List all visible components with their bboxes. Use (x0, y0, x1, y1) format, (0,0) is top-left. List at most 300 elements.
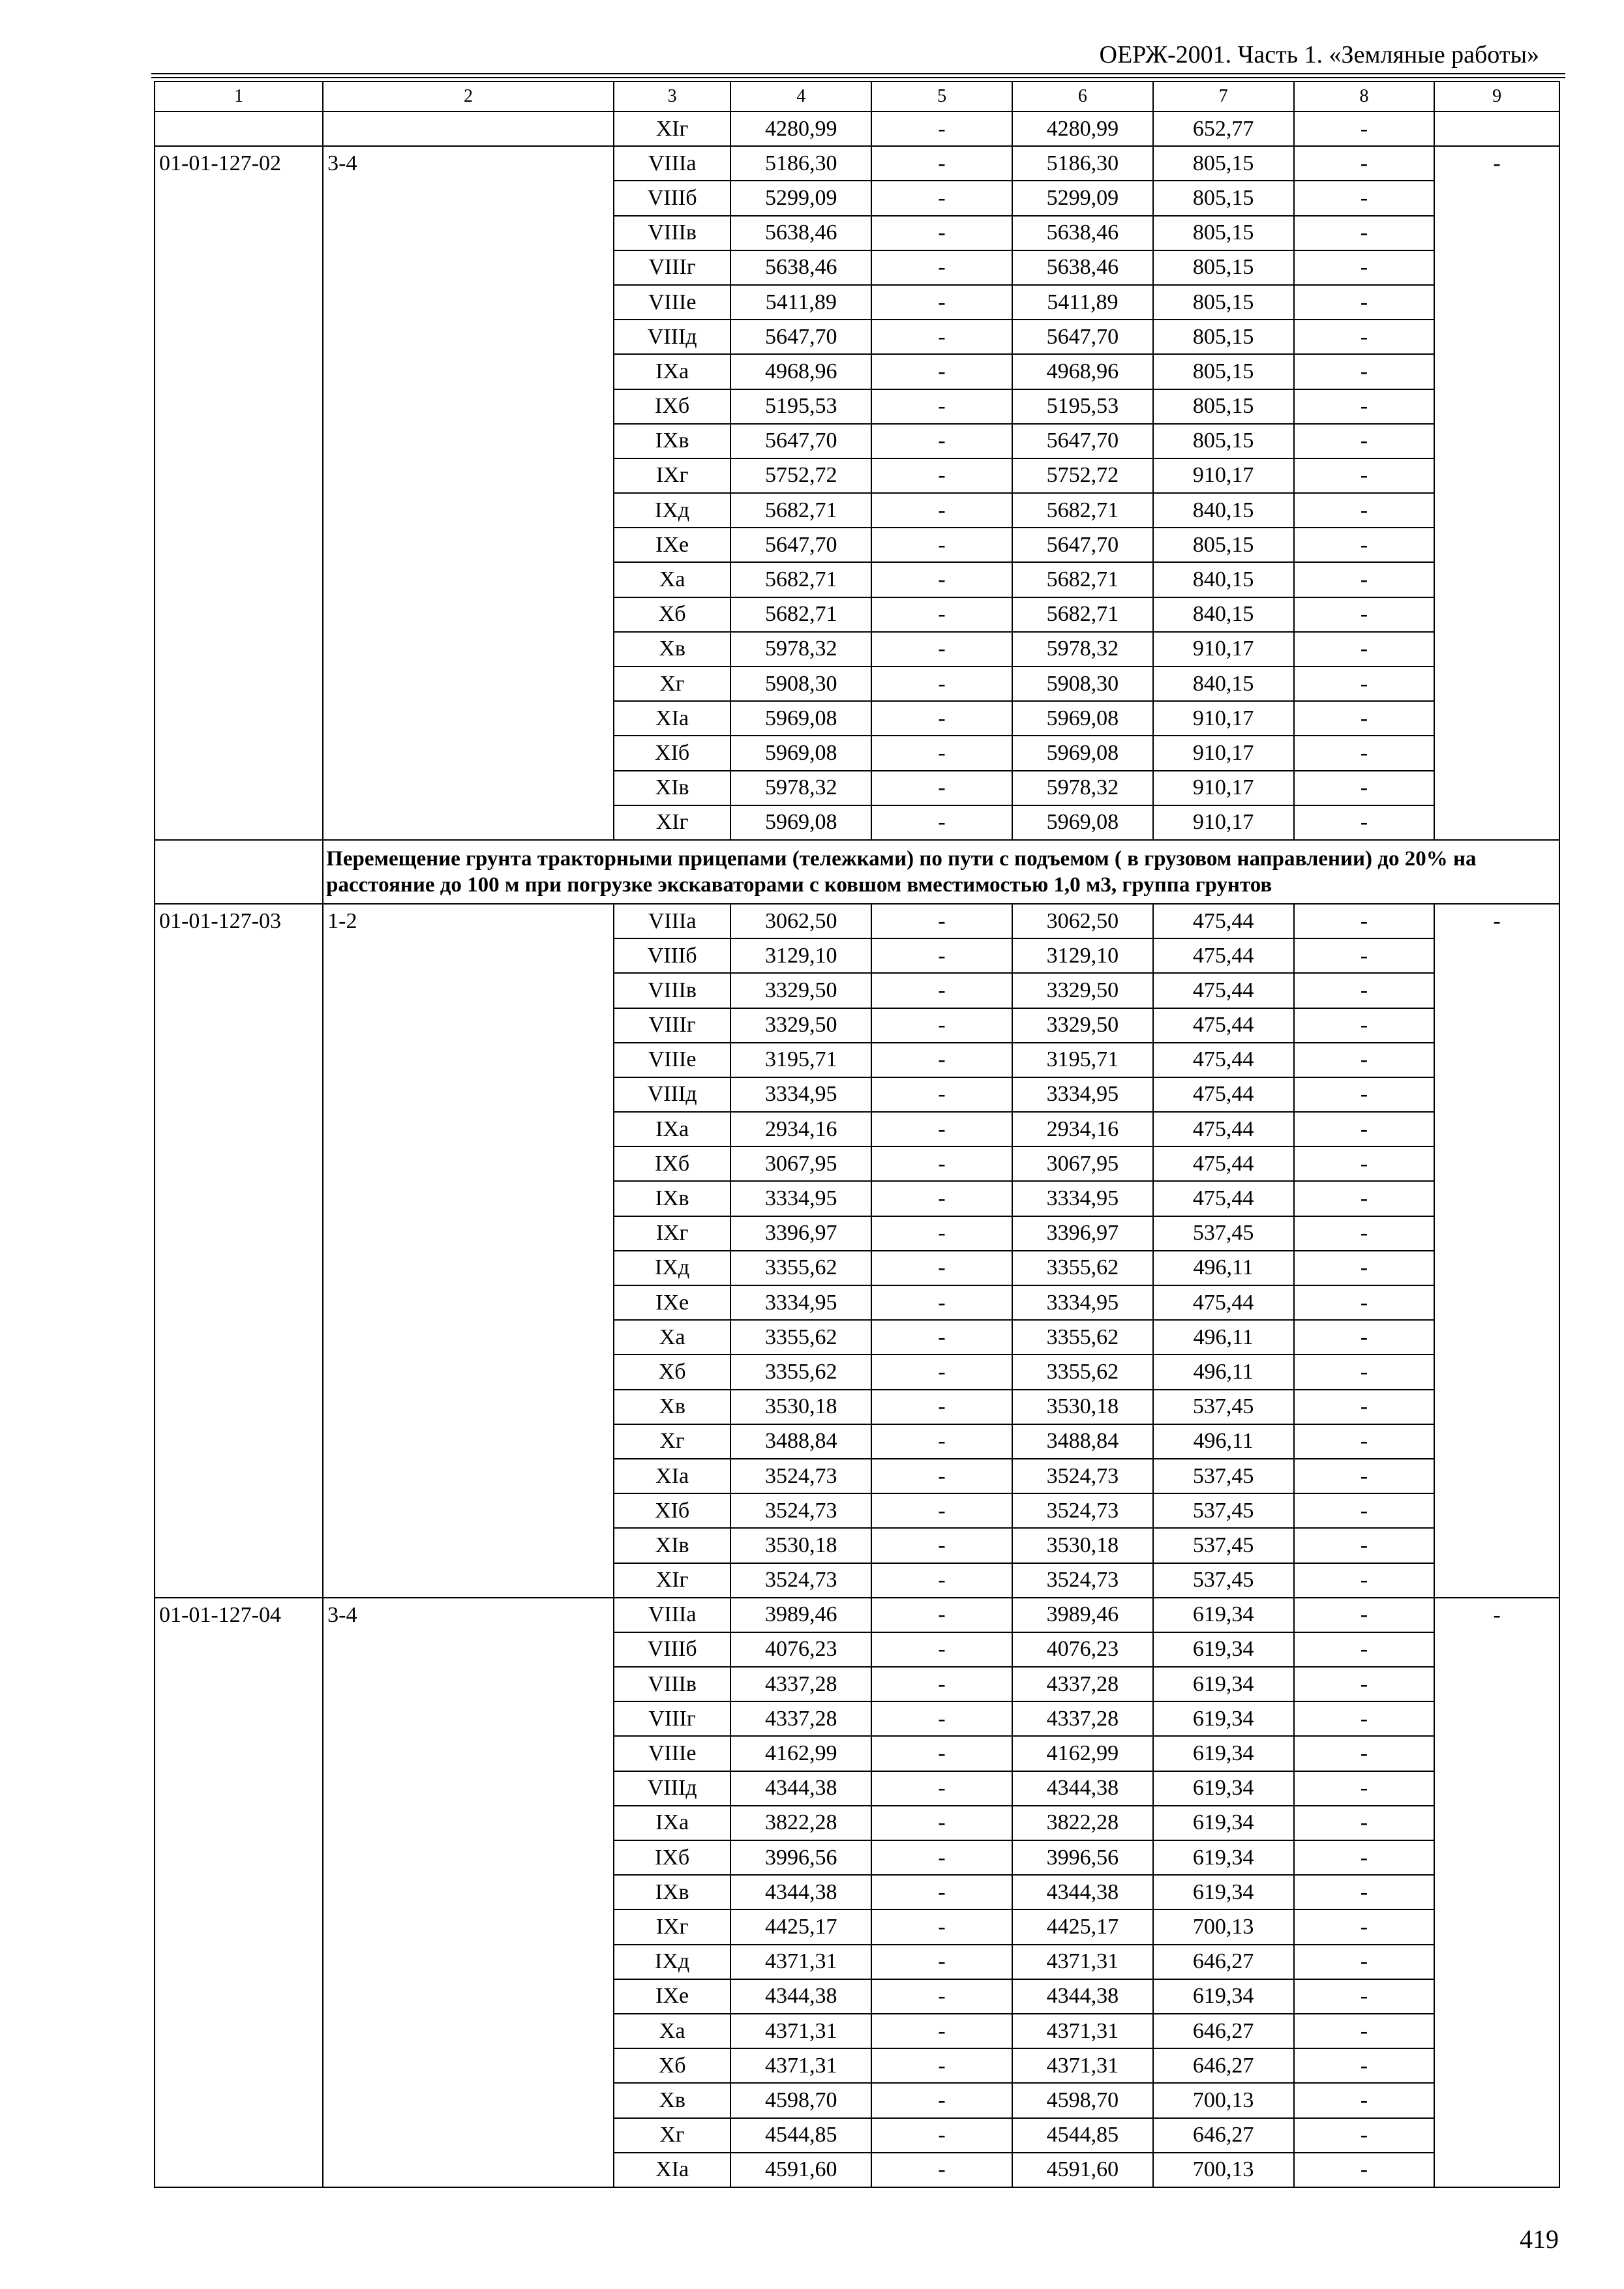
code-cell (155, 1251, 323, 1285)
wage-cell: - (871, 1701, 1012, 1736)
soil-group-cell (323, 632, 614, 666)
code-cell (155, 1181, 323, 1216)
code-cell (155, 562, 323, 597)
extra-cell (1434, 1146, 1559, 1181)
soil-group-cell (323, 493, 614, 528)
soil-group-cell: 1-2 (323, 904, 614, 938)
wage-cell: - (871, 250, 1012, 285)
soil-group-cell (323, 1216, 614, 1251)
extra-cell (1434, 1008, 1559, 1043)
class-cell: VIIIе (614, 1043, 731, 1077)
operator-wage-cell: 700,13 (1153, 2083, 1294, 2117)
table-row (155, 701, 1559, 736)
machine-cost-cell: 4425,17 (1012, 1909, 1153, 1944)
class-cell: VIIIа (614, 146, 731, 181)
total-cost-cell: 5186,30 (730, 146, 871, 181)
operator-wage-cell: 619,34 (1153, 1598, 1294, 1632)
table-row (155, 562, 1559, 597)
operator-wage-cell: 475,44 (1153, 1285, 1294, 1320)
class-cell: Xв (614, 632, 731, 666)
materials-cell: - (1294, 2014, 1435, 2048)
operator-wage-cell: 537,45 (1153, 1493, 1294, 1528)
operator-wage-cell: 910,17 (1153, 771, 1294, 805)
extra-cell (1434, 938, 1559, 973)
operator-wage-cell: 496,11 (1153, 1251, 1294, 1285)
machine-cost-cell: 4598,70 (1012, 2083, 1153, 2117)
wage-cell: - (871, 2014, 1012, 2048)
total-cost-cell: 5638,46 (730, 216, 871, 250)
wage-cell: - (871, 2048, 1012, 2083)
materials-cell: - (1294, 938, 1435, 973)
class-cell: VIIIд (614, 1771, 731, 1806)
table-row (155, 458, 1559, 493)
total-cost-cell: 4162,99 (730, 1736, 871, 1771)
wage-cell: - (871, 1598, 1012, 1632)
table-row (155, 250, 1559, 285)
soil-group-cell (323, 666, 614, 701)
operator-wage-cell: 700,13 (1153, 1909, 1294, 1944)
extra-cell (1434, 1806, 1559, 1840)
materials-cell: - (1294, 1806, 1435, 1840)
materials-cell: - (1294, 1736, 1435, 1771)
soil-group-cell (323, 973, 614, 1008)
class-cell: Xг (614, 2118, 731, 2153)
total-cost-cell: 4076,23 (730, 1632, 871, 1667)
soil-group-cell (323, 1146, 614, 1181)
soil-group-cell (323, 1528, 614, 1563)
table-row (155, 1875, 1559, 1909)
materials-cell: - (1294, 562, 1435, 597)
wage-cell: - (871, 354, 1012, 389)
wage-cell: - (871, 1667, 1012, 1701)
price-table (154, 81, 1560, 2188)
table-row (155, 1390, 1559, 1424)
code-cell (155, 1667, 323, 1701)
table-row (155, 666, 1559, 701)
class-cell: IXб (614, 1146, 731, 1181)
machine-cost-cell: 5969,08 (1012, 701, 1153, 736)
soil-group-cell (323, 1945, 614, 1979)
materials-cell: - (1294, 666, 1435, 701)
table-row (155, 1736, 1559, 1771)
materials-cell: - (1294, 1390, 1435, 1424)
operator-wage-cell: 805,15 (1153, 285, 1294, 320)
machine-cost-cell: 3355,62 (1012, 1354, 1153, 1389)
materials-cell: - (1294, 389, 1435, 424)
total-cost-cell: 5978,32 (730, 771, 871, 805)
materials-cell: - (1294, 1528, 1435, 1563)
materials-cell: - (1294, 424, 1435, 458)
total-cost-cell: 4371,31 (730, 1945, 871, 1979)
column-number: 6 (1012, 82, 1153, 112)
operator-wage-cell: 840,15 (1153, 562, 1294, 597)
wage-cell: - (871, 938, 1012, 973)
total-cost-cell: 3129,10 (730, 938, 871, 973)
operator-wage-cell: 700,13 (1153, 2153, 1294, 2187)
total-cost-cell: 5969,08 (730, 736, 871, 770)
soil-group-cell (323, 1390, 614, 1424)
class-cell: VIIIг (614, 1701, 731, 1736)
materials-cell: - (1294, 112, 1435, 146)
wage-cell: - (871, 597, 1012, 632)
extra-cell (1434, 1251, 1559, 1285)
materials-cell: - (1294, 701, 1435, 736)
code-cell (155, 1424, 323, 1459)
soil-group-cell (323, 1667, 614, 1701)
operator-wage-cell: 805,15 (1153, 181, 1294, 215)
wage-cell: - (871, 1216, 1012, 1251)
operator-wage-cell: 475,44 (1153, 1146, 1294, 1181)
operator-wage-cell: 475,44 (1153, 1077, 1294, 1112)
column-number-row (155, 82, 1559, 112)
code-cell (155, 1216, 323, 1251)
operator-wage-cell: 805,15 (1153, 216, 1294, 250)
table-row (155, 320, 1559, 354)
code-cell (155, 597, 323, 632)
class-cell: Xа (614, 2014, 731, 2048)
code-cell (155, 1736, 323, 1771)
materials-cell: - (1294, 1632, 1435, 1667)
extra-cell (1434, 112, 1559, 146)
total-cost-cell: 3524,73 (730, 1563, 871, 1598)
table-row (155, 1632, 1559, 1667)
column-number: 3 (614, 82, 731, 112)
code-cell: 01-01-127-03 (155, 904, 323, 938)
table-row (155, 904, 1559, 938)
machine-cost-cell: 3355,62 (1012, 1320, 1153, 1354)
total-cost-cell: 4968,96 (730, 354, 871, 389)
total-cost-cell: 3329,50 (730, 1008, 871, 1043)
table-row (155, 146, 1559, 181)
code-cell (155, 320, 323, 354)
table-row (155, 424, 1559, 458)
materials-cell: - (1294, 1945, 1435, 1979)
materials-cell: - (1294, 1285, 1435, 1320)
soil-group-cell (323, 354, 614, 389)
extra-cell (1434, 597, 1559, 632)
total-cost-cell: 3996,56 (730, 1840, 871, 1875)
materials-cell: - (1294, 1598, 1435, 1632)
total-cost-cell: 4344,38 (730, 1875, 871, 1909)
wage-cell: - (871, 736, 1012, 770)
soil-group-cell (323, 112, 614, 146)
operator-wage-cell: 805,15 (1153, 389, 1294, 424)
soil-group-cell (323, 1771, 614, 1806)
wage-cell: - (871, 1181, 1012, 1216)
class-cell: IXв (614, 424, 731, 458)
total-cost-cell: 5969,08 (730, 805, 871, 840)
code-cell (155, 2153, 323, 2187)
class-cell: IXа (614, 1806, 731, 1840)
extra-cell (1434, 1736, 1559, 1771)
code-cell (155, 771, 323, 805)
soil-group-cell (323, 1979, 614, 2014)
extra-cell (1434, 1528, 1559, 1563)
table-row (155, 1216, 1559, 1251)
code-cell (155, 285, 323, 320)
extra-cell (1434, 1077, 1559, 1112)
soil-group-cell (323, 2048, 614, 2083)
extra-cell (1434, 1320, 1559, 1354)
code-cell (155, 1390, 323, 1424)
table-row (155, 2153, 1559, 2187)
wage-cell: - (871, 1736, 1012, 1771)
total-cost-cell: 3062,50 (730, 904, 871, 938)
soil-group-cell (323, 736, 614, 770)
materials-cell: - (1294, 285, 1435, 320)
total-cost-cell: 3524,73 (730, 1493, 871, 1528)
wage-cell: - (871, 2153, 1012, 2187)
table-row (155, 973, 1559, 1008)
code-cell (155, 424, 323, 458)
code-cell (155, 1840, 323, 1875)
materials-cell: - (1294, 1667, 1435, 1701)
wage-cell: - (871, 458, 1012, 493)
class-cell: IXб (614, 389, 731, 424)
table-row (155, 112, 1559, 146)
soil-group-cell (323, 1320, 614, 1354)
total-cost-cell: 5647,70 (730, 320, 871, 354)
total-cost-cell: 5647,70 (730, 424, 871, 458)
extra-cell (1434, 1771, 1559, 1806)
code-cell (155, 2083, 323, 2117)
operator-wage-cell: 475,44 (1153, 1112, 1294, 1146)
operator-wage-cell: 475,44 (1153, 1008, 1294, 1043)
class-cell: VIIIа (614, 904, 731, 938)
total-cost-cell: 3530,18 (730, 1390, 871, 1424)
materials-cell: - (1294, 1043, 1435, 1077)
soil-group-cell (323, 181, 614, 215)
wage-cell: - (871, 2118, 1012, 2153)
extra-cell (1434, 250, 1559, 285)
machine-cost-cell: 5682,71 (1012, 493, 1153, 528)
operator-wage-cell: 619,34 (1153, 1736, 1294, 1771)
soil-group-cell (323, 771, 614, 805)
extra-cell (1434, 1181, 1559, 1216)
soil-group-cell (323, 528, 614, 562)
code-cell (155, 1875, 323, 1909)
class-cell: Xв (614, 1390, 731, 1424)
wage-cell: - (871, 701, 1012, 736)
table-row (155, 1354, 1559, 1389)
code-cell (155, 250, 323, 285)
extra-cell (1434, 1390, 1559, 1424)
wage-cell: - (871, 493, 1012, 528)
materials-cell: - (1294, 250, 1435, 285)
class-cell: VIIIв (614, 973, 731, 1008)
table-row (155, 1043, 1559, 1077)
table-row (155, 1424, 1559, 1459)
operator-wage-cell: 619,34 (1153, 1840, 1294, 1875)
class-cell: IXа (614, 1112, 731, 1146)
extra-cell (1434, 1354, 1559, 1389)
class-cell: VIIIв (614, 216, 731, 250)
total-cost-cell: 3195,71 (730, 1043, 871, 1077)
wage-cell: - (871, 1632, 1012, 1667)
soil-group-cell (323, 1424, 614, 1459)
total-cost-cell: 5752,72 (730, 458, 871, 493)
machine-cost-cell: 5647,70 (1012, 320, 1153, 354)
materials-cell: - (1294, 2083, 1435, 2117)
operator-wage-cell: 619,34 (1153, 1979, 1294, 2014)
header-rule (151, 77, 1565, 78)
table-row (155, 736, 1559, 770)
total-cost-cell: 3822,28 (730, 1806, 871, 1840)
operator-wage-cell: 805,15 (1153, 146, 1294, 181)
extra-cell (1434, 1909, 1559, 1944)
operator-wage-cell: 840,15 (1153, 597, 1294, 632)
class-cell: VIIIа (614, 1598, 731, 1632)
class-cell: IXа (614, 354, 731, 389)
soil-group-cell (323, 1043, 614, 1077)
wage-cell: - (871, 771, 1012, 805)
table-row (155, 1251, 1559, 1285)
materials-cell: - (1294, 1459, 1435, 1493)
materials-cell: - (1294, 1181, 1435, 1216)
column-number: 4 (730, 82, 871, 112)
materials-cell: - (1294, 1320, 1435, 1354)
machine-cost-cell: 5969,08 (1012, 736, 1153, 770)
extra-cell (1434, 1701, 1559, 1736)
code-cell (155, 354, 323, 389)
table-row (155, 597, 1559, 632)
code-cell (155, 1354, 323, 1389)
machine-cost-cell: 3355,62 (1012, 1251, 1153, 1285)
soil-group-cell (323, 1736, 614, 1771)
operator-wage-cell: 840,15 (1153, 493, 1294, 528)
class-cell: XIг (614, 112, 731, 146)
code-cell: 01-01-127-04 (155, 1598, 323, 1632)
soil-group-cell: 3-4 (323, 1598, 614, 1632)
page-header-title: ОЕРЖ-2001. Часть 1. «Земляные работы» (1099, 41, 1539, 68)
soil-group-cell (323, 458, 614, 493)
operator-wage-cell: 619,34 (1153, 1667, 1294, 1701)
code-cell (155, 1701, 323, 1736)
class-cell: XIв (614, 771, 731, 805)
operator-wage-cell: 646,27 (1153, 2014, 1294, 2048)
table-row (155, 632, 1559, 666)
materials-cell: - (1294, 1251, 1435, 1285)
class-cell: Xб (614, 2048, 731, 2083)
wage-cell: - (871, 1840, 1012, 1875)
table-row (155, 771, 1559, 805)
extra-cell (1434, 1632, 1559, 1667)
wage-cell: - (871, 562, 1012, 597)
class-cell: XIа (614, 2153, 731, 2187)
extra-cell (1434, 285, 1559, 320)
operator-wage-cell: 805,15 (1153, 424, 1294, 458)
machine-cost-cell: 3329,50 (1012, 973, 1153, 1008)
machine-cost-cell: 3524,73 (1012, 1493, 1153, 1528)
operator-wage-cell: 840,15 (1153, 666, 1294, 701)
operator-wage-cell: 910,17 (1153, 701, 1294, 736)
code-cell (155, 1563, 323, 1598)
machine-cost-cell: 4968,96 (1012, 354, 1153, 389)
code-cell (155, 701, 323, 736)
soil-group-cell (323, 1840, 614, 1875)
machine-cost-cell: 3524,73 (1012, 1459, 1153, 1493)
table-row (155, 493, 1559, 528)
total-cost-cell: 5969,08 (730, 701, 871, 736)
machine-cost-cell: 5411,89 (1012, 285, 1153, 320)
wage-cell: - (871, 1146, 1012, 1181)
table-row (155, 1701, 1559, 1736)
code-cell (155, 736, 323, 770)
operator-wage-cell: 910,17 (1153, 736, 1294, 770)
total-cost-cell: 3488,84 (730, 1424, 871, 1459)
class-cell: IXд (614, 1945, 731, 1979)
code-cell (155, 1632, 323, 1667)
class-cell: XIг (614, 805, 731, 840)
table-row (155, 1598, 1559, 1632)
materials-cell: - (1294, 1701, 1435, 1736)
soil-group-cell (323, 1459, 614, 1493)
materials-cell: - (1294, 736, 1435, 770)
operator-wage-cell: 646,27 (1153, 2118, 1294, 2153)
class-cell: XIа (614, 1459, 731, 1493)
extra-cell (1434, 1043, 1559, 1077)
table-row (155, 1979, 1559, 2014)
code-cell (155, 1112, 323, 1146)
wage-cell: - (871, 805, 1012, 840)
extra-cell (1434, 1424, 1559, 1459)
soil-group-cell (323, 1251, 614, 1285)
extra-cell (1434, 1216, 1559, 1251)
extra-cell (1434, 1667, 1559, 1701)
extra-cell (1434, 973, 1559, 1008)
operator-wage-cell: 619,34 (1153, 1771, 1294, 1806)
table-row (155, 2118, 1559, 2153)
soil-group-cell (323, 701, 614, 736)
extra-cell (1434, 736, 1559, 770)
code-cell (155, 666, 323, 701)
materials-cell: - (1294, 146, 1435, 181)
machine-cost-cell: 5978,32 (1012, 632, 1153, 666)
soil-group-cell (323, 805, 614, 840)
code-cell (155, 389, 323, 424)
table-row (155, 1459, 1559, 1493)
machine-cost-cell: 3334,95 (1012, 1181, 1153, 1216)
total-cost-cell: 3329,50 (730, 973, 871, 1008)
table-row (155, 1320, 1559, 1354)
wage-cell: - (871, 666, 1012, 701)
machine-cost-cell: 5638,46 (1012, 216, 1153, 250)
class-cell: IXе (614, 1285, 731, 1320)
extra-cell: - (1434, 146, 1559, 181)
materials-cell: - (1294, 493, 1435, 528)
operator-wage-cell: 619,34 (1153, 1632, 1294, 1667)
materials-cell: - (1294, 771, 1435, 805)
class-cell: Xа (614, 1320, 731, 1354)
wage-cell: - (871, 1424, 1012, 1459)
extra-cell (1434, 216, 1559, 250)
extra-cell (1434, 805, 1559, 840)
soil-group-cell (323, 1181, 614, 1216)
code-cell (155, 2048, 323, 2083)
materials-cell: - (1294, 597, 1435, 632)
operator-wage-cell: 537,45 (1153, 1528, 1294, 1563)
machine-cost-cell: 5186,30 (1012, 146, 1153, 181)
total-cost-cell: 3396,97 (730, 1216, 871, 1251)
machine-cost-cell: 5638,46 (1012, 250, 1153, 285)
soil-group-cell (323, 216, 614, 250)
extra-cell (1434, 493, 1559, 528)
materials-cell: - (1294, 528, 1435, 562)
table-row (155, 1945, 1559, 1979)
machine-cost-cell: 4371,31 (1012, 1945, 1153, 1979)
total-cost-cell: 4425,17 (730, 1909, 871, 1944)
extra-cell (1434, 458, 1559, 493)
